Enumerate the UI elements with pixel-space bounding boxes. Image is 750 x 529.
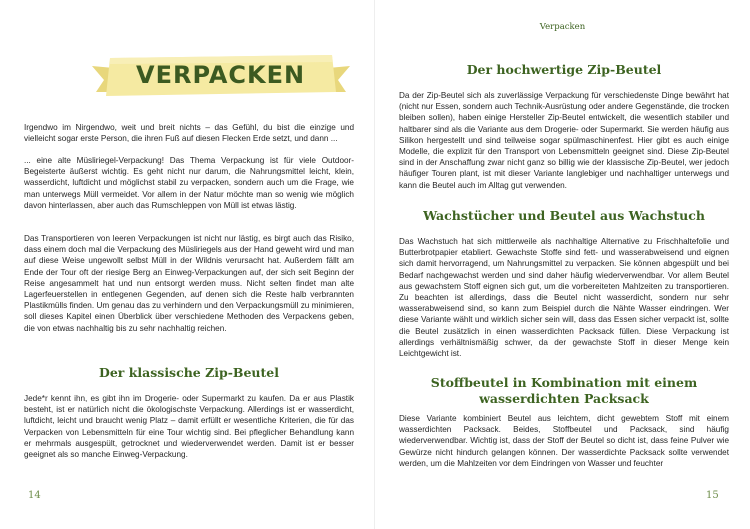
running-head: Verpacken [539, 22, 586, 32]
section-heading-cloth-bag-line-2: wasserdichten Packsack [479, 391, 649, 406]
cloth-bag-paragraph: Diese Variante kombiniert Beutel aus leichtem, dicht gewebtem Stoff mit einem wasserdichten Packsack. Beides, Stoffbeutel und Packsack, sind häufig wiederverwendbar. Wichtig ist, dass der Stoff der Beutel so dicht ist, dass feine Pulver wie Gewürze nicht hindurch gelangen können. Der wasserdichte Packsack sollte verwendet werden, um die Mahlzeiten vor dem Eindringen von Wasser und feuchter [399, 414, 729, 468]
classic-zip-bag-paragraph: Jede*r kennt ihn, es gibt ihn im Drogerie- oder Supermarkt zu kaufen. Da er aus Plastik besteht, ist er natürlich nicht die ökologischste Verpackung. Allerdings ist er wasserdicht, luftdicht, leicht und braucht wenig Platz – damit erfüllt er wesentliche Kriterien, die für das Verpacken von Lebensmitteln für eine Tour wichtig sind. Bei pfleglicher Behandlung kann er mehrmals ausgespült, getrocknet und wiederverwendet werden. Damit ist er besser geeignet als so manche Einweg-Verpackung. [24, 394, 354, 460]
page-number-right: 15 [706, 490, 719, 501]
intro-paragraph-1: Irgendwo im Nirgendwo, weit und breit nichts – das Gefühl, du bist die einzige und vielleicht sogar erste Person, die ihren Fuß auf diesen Flecken Erde setzt, und dann ... [24, 123, 354, 144]
page-number-left: 14 [28, 490, 41, 501]
intro-paragraph-3: Das Transportieren von leeren Verpackungen ist nicht nur lästig, es birgt auch das Risiko, dass einem doch mal die Verpackung des Müsliriegels aus der Hand geweht wird und man auf diese Weise ungewollt selbst Müll in der Wildnis verursacht hat. Außerdem fällt am Ende der Tour oft der riesige Berg an Einweg-Verpackungen auf, der sich seit Beginn der Reise angesammelt hat und nun entsorgt werden muss. Nicht selten findet man alte Lagerfeuerstellen in entlegenen Gegenden, auf denen sich die Reste halb verbrannten Plastikmülls finden. Um genau das zu verhindern und den Verpackungsmüll zu minimieren, soll dieses Kapitel einen Überblick über verschiedene Methoden des Verpackens geben, die von etwas nachhaltig bis zu sehr nachhaltig reichen. [24, 234, 354, 333]
wax-wraps-paragraph: Das Wachstuch hat sich mittlerweile als nachhaltige Alternative zu Frischhaltefolie und Butterbrotpapier etabliert. Gewachste Stoffe sind fett- und wasserabweisend und eignen sich damit hervorragend, um Nahrungsmittel zu verpacken. Sie können abgespült und bei Bedarf nachgewachst werden und sind daher häufig wiederverwendbar. Vor allem Beutel aus gewachstem Stoff eignen sich gut, um die vorbereiteten Mahlzeiten zu transportieren. Zu beachten ist allerdings, dass die Beutel nicht wasserdicht, sondern nur sehr wasserabweisend sind, so kann zum Beispiel durch die Nähte Wasser eindringen. Wer diese Variante wählt und wirklich sicher sein will, dass das Essen sicher verpackt ist, sollte die Beutel zusätzlich in einen wasserdichten Packsack füllen. Diese Verpackung ist allerdings verhältnismäßig schwer, da der gewachste Stoff in dieser Menge kein Leichtgewicht ist. [399, 237, 729, 359]
chapter-banner [92, 52, 350, 102]
section-heading-cloth-bag-line-1: Stoffbeutel in Kombination mit einem [430, 375, 698, 390]
section-heading-premium-zip-bag: Der hochwertige Zip-Beutel [466, 62, 662, 77]
section-heading-classic-zip-bag: Der klassische Zip-Beutel [99, 365, 279, 380]
chapter-title: VERPACKEN [136, 61, 306, 89]
intro-paragraph-2: ... eine alte Müsliriegel-Verpackung! Das Thema Verpackung ist für viele Outdoor-Begeisterte äußerst wichtig. Es geht nicht nur darum, die Nahrungsmittel leicht, klein, wasserdicht, luftdicht und möglichst stabil zu verpacken, sondern auch um die Frage, wie man unterwegs Müll vermeidet. Vor allem in der Natur möchte man so wenig wie möglich davon hinterlassen, aber auch das Rumschleppen von Müll ist etwas lästig. [24, 156, 354, 210]
section-heading-wax-wraps: Wachstücher und Beutel aus Wachstuch [423, 208, 705, 223]
right-page [375, 0, 750, 529]
premium-zip-bag-paragraph: Da der Zip-Beutel sich als zuverlässige Verpackung für verschiedenste Dinge bewährt hat (nicht nur Essen, sondern auch Technik-Ausrüstung oder andere Gegenstände, die trocken bleiben sollen), haben einige Hersteller Zip-Beutel entwickelt, die wesentlich stabiler und haltbarer sind als die Variante aus dem Drogerie- oder Supermarkt. Sie werden häufig aus Silikon hergestellt und sind teilweise sogar spülmaschinenfest. Hier gibt es auch einige Modelle, die explizit für den Transport von Lebensmitteln geeignet sind. Diese Zip-Beutel sind in der Anschaffung zwar nicht ganz so billig wie der klassische Zip-Beutel, wer jedoch häufiger Touren plant, ist mit dieser Variante langlebiger und nachhaltiger unterwegs und kann die Beutel auch im Alltag gut verwenden. [399, 91, 729, 190]
